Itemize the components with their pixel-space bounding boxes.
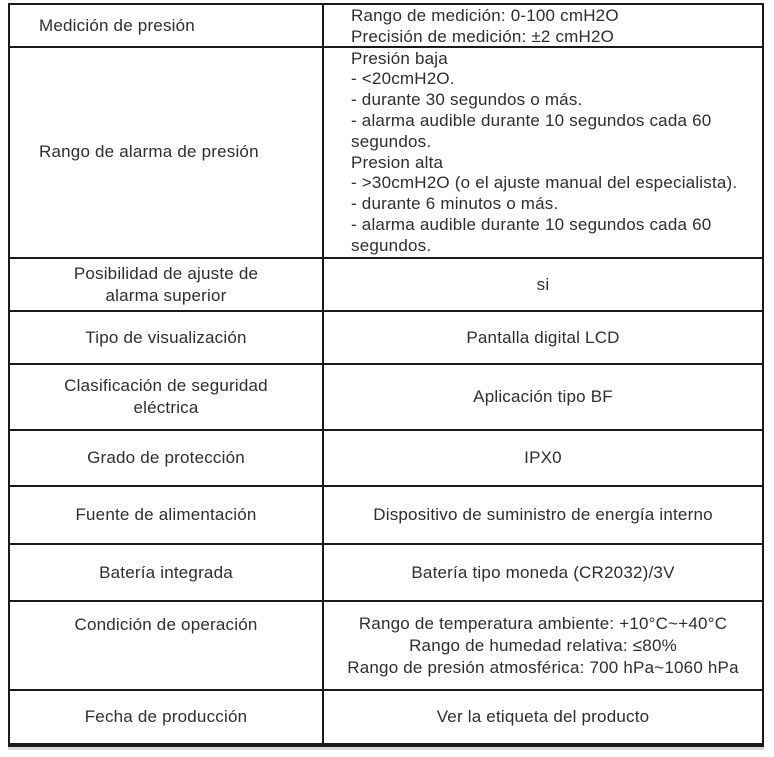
spec-value-cell <box>324 431 762 485</box>
spec-value: Batería tipo moneda (CR2032)/3V <box>411 562 675 582</box>
spec-value-cell <box>324 545 762 600</box>
spec-value: Rango de medición: 0-100 cmH2O Precisión de medición: ±2 cmH2O <box>351 5 619 46</box>
spec-label-cell <box>10 48 322 257</box>
spec-label: Grado de protección <box>87 448 245 467</box>
spec-value-cell <box>324 602 762 689</box>
spec-label: Tipo de visualización <box>85 327 247 347</box>
spec-label: Fecha de producción <box>84 707 248 726</box>
spec-label-cell <box>10 365 322 429</box>
spec-label-cell <box>10 5 322 46</box>
spec-value: Pantalla digital LCD <box>466 327 620 347</box>
spec-label: Medición de presión <box>39 15 195 35</box>
spec-label: Clasificación de seguridad eléctrica <box>64 376 268 417</box>
spec-value: Aplicación tipo BF <box>473 387 613 406</box>
spec-value-cell <box>324 48 762 257</box>
spec-value-cell <box>324 259 762 310</box>
spec-label: Batería integrada <box>99 562 233 582</box>
spec-value: Rango de temperatura ambiente: +10°C~+40°C Rango de humedad relativa: ≤80% Rango de presión atmosférica: 700 hPa~1060 hPa <box>347 613 739 677</box>
spec-label-cell <box>10 691 322 743</box>
spec-label-cell <box>10 545 322 600</box>
spec-label: Condición de operación <box>74 615 258 634</box>
spec-value: Ver la etiqueta del producto <box>436 707 650 726</box>
spec-label: Rango de alarma de presión <box>39 142 259 162</box>
spec-label-cell <box>10 312 322 363</box>
spec-value: Dispositivo de suministro de energía interno <box>373 505 713 524</box>
spec-table <box>8 3 764 747</box>
spec-value: si <box>536 274 550 294</box>
spec-value-cell <box>324 487 762 543</box>
spec-label-cell <box>10 259 322 310</box>
spec-label-cell <box>10 431 322 485</box>
spec-label-cell <box>10 487 322 543</box>
spec-label: Fuente de alimentación <box>75 505 257 524</box>
spec-label: Posibilidad de ajuste de alarma superior <box>73 263 259 305</box>
spec-value: IPX0 <box>524 448 562 467</box>
spec-value-cell <box>324 691 762 743</box>
spec-value: Presión baja - <20cmH2O. - durante 30 segundos o más. - alarma audible durante 10 segundos cada 60 segundos. Presion alta - >30cmH2O (o el ajuste manual del especialista). - durante 6 minutos o más. - alarma audible durante 10 segundos cada 60 segundos. <box>351 48 738 255</box>
spec-label-cell <box>10 602 322 689</box>
spec-value-cell <box>324 365 762 429</box>
spec-value-cell <box>324 312 762 363</box>
spec-value-cell <box>324 5 762 46</box>
